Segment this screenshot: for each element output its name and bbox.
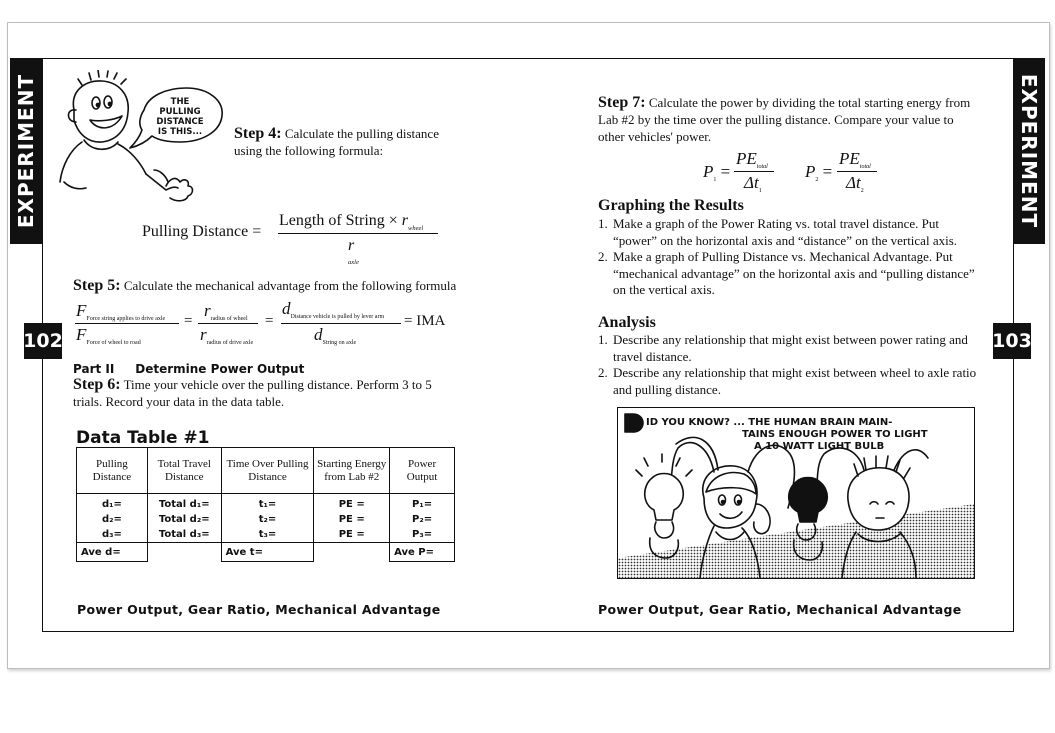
- graphing-list: [598, 216, 983, 299]
- list-item-number: 2.: [598, 365, 608, 380]
- pulling-formula-r-axle: r: [348, 237, 355, 254]
- speech-bubble-line-2: PULLING: [159, 107, 201, 117]
- table-row: [77, 527, 455, 543]
- ma-fraction-bar-3: [281, 323, 401, 324]
- ma-formula-f2: [76, 325, 141, 345]
- part2-label: Part II: [73, 362, 115, 376]
- ma-d2-sub: String on axle: [322, 340, 357, 346]
- ma-r1-var: r: [204, 301, 211, 320]
- average-blank-cell: [314, 543, 390, 562]
- header-total-travel-distance: Total Travel Distance: [147, 448, 221, 494]
- header-power-output: Power Output: [390, 448, 455, 494]
- p1-sub: 1: [713, 177, 717, 183]
- graphing-heading: Graphing the Results: [598, 197, 744, 214]
- step5-block: [73, 277, 473, 294]
- pulling-formula-fraction-bar: [278, 233, 438, 234]
- pulling-formula-numerator-text: Length of String ×: [279, 212, 402, 229]
- ma-f2-sub: Force of wheel to road: [86, 340, 141, 346]
- p1-numerator: [736, 149, 768, 169]
- ma-ima-label: = IMA: [404, 313, 446, 329]
- list-item-text: Make a graph of the Power Rating vs. total travel distance. Put “power” on the horizontal axis and “distance” on the vertical axis.: [613, 216, 958, 248]
- experiment-tab-left-label: EXPERIMENT: [14, 73, 39, 229]
- ma-formula-r2: [200, 325, 253, 345]
- cartoon-boy-illustration: [56, 70, 228, 220]
- table-cell: PE =: [314, 512, 390, 527]
- data-table: [76, 447, 455, 562]
- ma-f1-sub: Force string applies to drive axle: [86, 316, 166, 322]
- step6-block: [73, 376, 463, 410]
- p2-den-var: Δt: [846, 173, 861, 192]
- p1-den-var: Δt: [744, 173, 759, 192]
- average-distance-cell: Ave d=: [77, 543, 148, 562]
- table-cell: t₃=: [221, 527, 314, 543]
- did-you-know-line-3: A 10 WATT LIGHT BULB: [754, 441, 885, 452]
- p1-fraction-bar: [734, 171, 774, 172]
- power-formula-p1: [703, 162, 730, 182]
- ma-r1-sub: radius of wheel: [210, 316, 248, 322]
- experiment-tab-left: [10, 58, 42, 244]
- p1-equals: =: [720, 162, 731, 181]
- step6-heading: Step 6:: [73, 376, 121, 393]
- table-cell: d₁=: [77, 494, 148, 513]
- did-you-know-line-2: TAINS ENOUGH POWER TO LIGHT: [742, 429, 928, 440]
- step4-block: [234, 125, 459, 159]
- p1-denominator: [744, 173, 762, 193]
- pulling-distance-label: Pulling Distance =: [142, 223, 262, 240]
- step6-text: Time your vehicle over the pulling distance. Perform 3 to 5 trials. Record your data in the data table.: [73, 377, 432, 409]
- average-power-cell: Ave P=: [390, 543, 455, 562]
- table-cell: d₃=: [77, 527, 148, 543]
- ma-f2-var: F: [76, 325, 87, 344]
- table-row: [77, 512, 455, 527]
- data-table-title: Data Table #1: [76, 428, 210, 448]
- list-item: [598, 365, 983, 398]
- list-item: [598, 249, 983, 299]
- pulling-formula-numerator: [279, 212, 423, 230]
- table-cell: P₂=: [390, 512, 455, 527]
- table-cell: Total d₁=: [147, 494, 221, 513]
- pulling-formula-denominator: [348, 237, 359, 273]
- pulling-formula-axle-sub: axle: [348, 259, 359, 266]
- page-number-right: 103: [993, 323, 1031, 359]
- list-item-text: Describe any relationship that might exist between wheel to axle ratio and pulling distance.: [613, 365, 977, 397]
- ma-formula-f1: [76, 301, 165, 321]
- speech-bubble-line-1: THE: [170, 97, 190, 107]
- ma-d2-var: d: [314, 325, 323, 344]
- table-cell: t₁=: [221, 494, 314, 513]
- part2-title: Determine Power Output: [135, 362, 305, 376]
- pulling-formula-wheel-sub: wheel: [408, 225, 424, 232]
- ma-formula-r1: [204, 301, 248, 321]
- p2-den-sub: 2: [860, 188, 864, 194]
- data-table-header-row: [77, 448, 455, 494]
- list-item-number: 1.: [598, 216, 608, 231]
- p2-num-var: PE: [839, 149, 860, 168]
- did-you-know-line-1: ID YOU KNOW? ... THE HUMAN BRAIN MAIN-: [646, 417, 893, 428]
- step5-heading: Step 5:: [73, 277, 121, 294]
- table-cell: P₃=: [390, 527, 455, 543]
- p2-fraction-bar: [837, 171, 877, 172]
- list-item-number: 2.: [598, 249, 608, 264]
- power-formula-p2: [805, 162, 832, 182]
- step4-text: Calculate the pulling distance using the following formula:: [234, 126, 439, 158]
- list-item-number: 1.: [598, 332, 608, 347]
- footer-left: Power Output, Gear Ratio, Mechanical Advantage: [77, 602, 441, 617]
- ma-d1-sub: Distance vehicle is pulled by lever arm: [290, 314, 385, 320]
- table-cell: Total d₂=: [147, 512, 221, 527]
- analysis-heading: Analysis: [598, 314, 656, 331]
- ma-fraction-bar-1: [75, 323, 179, 324]
- did-you-know-cartoon: [617, 407, 975, 579]
- step7-block: [598, 94, 983, 145]
- p2-sub: 2: [815, 177, 819, 183]
- p1-num-sub: total: [756, 164, 768, 170]
- step7-heading: Step 7:: [598, 94, 646, 111]
- speech-bubble-line-3: DISTANCE: [156, 117, 204, 127]
- table-average-row: [77, 543, 455, 562]
- experiment-tab-right: [1013, 58, 1045, 244]
- experiment-tab-right-label: EXPERIMENT: [1017, 73, 1042, 229]
- ma-fraction-bar-2: [198, 323, 258, 324]
- table-cell: PE =: [314, 494, 390, 513]
- ma-equals-1: =: [184, 313, 193, 329]
- step4-heading: Step 4:: [234, 125, 282, 142]
- header-time-over-pulling-distance: Time Over Pulling Distance: [221, 448, 314, 494]
- header-pulling-distance: Pulling Distance: [77, 448, 148, 494]
- analysis-list: [598, 332, 983, 398]
- list-item: [598, 216, 983, 249]
- ma-formula-d2: [314, 325, 356, 345]
- pulling-formula-r-wheel: r: [401, 212, 409, 229]
- header-starting-energy: Starting Energy from Lab #2: [314, 448, 390, 494]
- list-item-text: Describe any relationship that might exist between power rating and travel distance.: [613, 332, 968, 364]
- list-item-text: Make a graph of Pulling Distance vs. Mechanical Advantage. Put “mechanical advantage” on the horizontal axis and “pulling distance” on the vertical axis.: [613, 249, 975, 297]
- p2-var: P: [805, 162, 816, 181]
- p2-equals: =: [822, 162, 833, 181]
- ma-formula-d1: [282, 299, 384, 319]
- page-number-left: 102: [24, 323, 62, 359]
- table-cell: Total d₃=: [147, 527, 221, 543]
- average-time-cell: Ave t=: [221, 543, 314, 562]
- ma-r2-var: r: [200, 325, 207, 344]
- p2-num-sub: total: [859, 164, 871, 170]
- ma-d1-var: d: [282, 299, 291, 318]
- p1-num-var: PE: [736, 149, 757, 168]
- p1-var: P: [703, 162, 714, 181]
- table-row: [77, 494, 455, 513]
- speech-bubble-line-4: IS THIS...: [157, 127, 203, 137]
- table-cell: t₂=: [221, 512, 314, 527]
- average-blank-cell: [147, 543, 221, 562]
- ma-f1-var: F: [76, 301, 87, 320]
- table-cell: d₂=: [77, 512, 148, 527]
- step7-text: Calculate the power by dividing the total starting energy from Lab #2 by the time over the pulling distance. Compare your value to other vehicles' power.: [598, 95, 971, 144]
- p2-numerator: [839, 149, 871, 169]
- table-cell: PE =: [314, 527, 390, 543]
- p2-denominator: [846, 173, 864, 193]
- did-you-know-illustration: [618, 408, 974, 578]
- p1-den-sub: 1: [758, 188, 762, 194]
- ma-r2-sub: radius of drive axle: [206, 340, 254, 346]
- step5-text: Calculate the mechanical advantage from the following formula: [123, 278, 457, 293]
- ma-equals-2: =: [265, 313, 274, 329]
- list-item: [598, 332, 983, 365]
- footer-right: Power Output, Gear Ratio, Mechanical Advantage: [598, 602, 962, 617]
- table-cell: P₁=: [390, 494, 455, 513]
